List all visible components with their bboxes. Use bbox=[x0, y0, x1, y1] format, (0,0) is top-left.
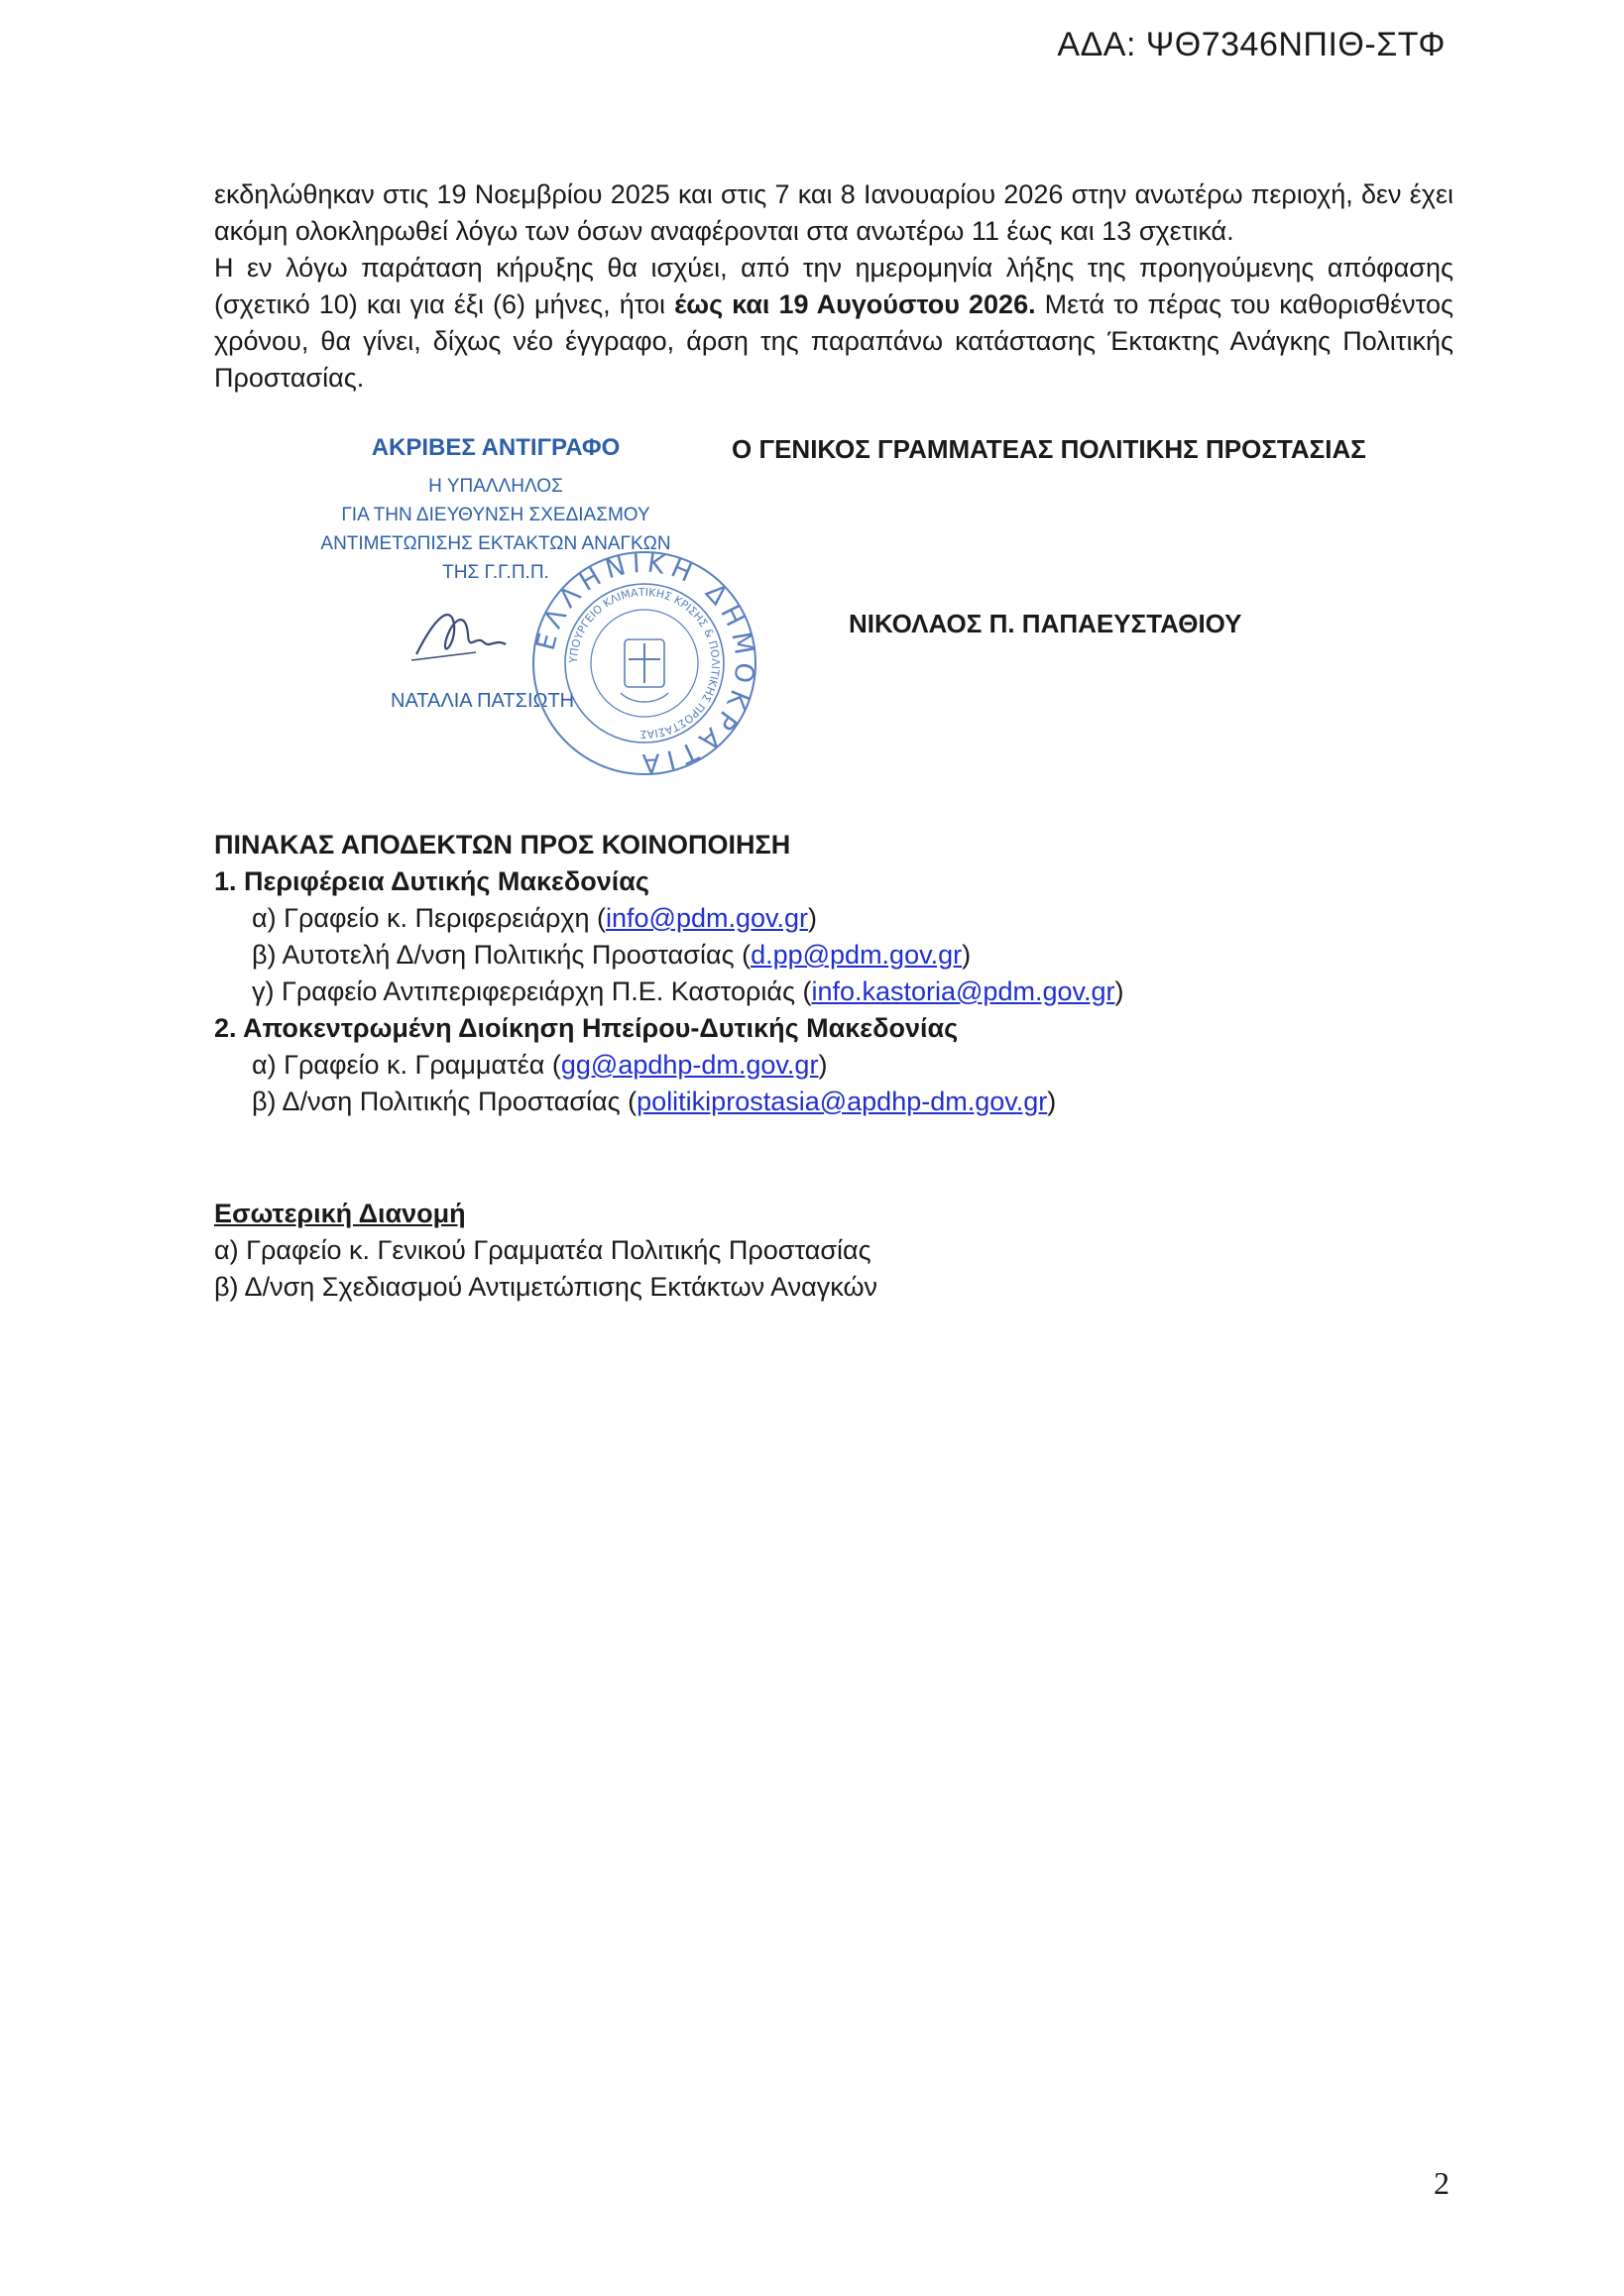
document-body bbox=[214, 176, 1453, 397]
email-link[interactable]: info.kastoria@pdm.gov.gr bbox=[811, 976, 1115, 1006]
email-link[interactable]: politikiprostasia@apdhp-dm.gov.gr bbox=[637, 1087, 1048, 1116]
signatory-title: Ο ΓΕΝΙΚΟΣ ΓΡΑΜΜΑΤΕΑΣ ΠΟΛΙΤΙΚΗΣ ΠΡΟΣΤΑΣΙΑΣ bbox=[732, 434, 1366, 464]
page-number: 2 bbox=[1434, 2165, 1450, 2201]
seal-inner-text: ΥΠΟΥΡΓΕΙΟ ΚΛΙΜΑΤΙΚΗΣ ΚΡΙΣΗΣ & ΠΟΛΙΤΙΚΗΣ ΠΡΟΣΤΑΣΙΑΣ bbox=[566, 585, 723, 742]
email-link[interactable]: info@pdm.gov.gr bbox=[606, 903, 809, 933]
seal-outer-text: ΕΛΛΗΝΙΚΗ ΔΗΜΟΚΡΑΤΙΑ bbox=[530, 548, 759, 778]
handwritten-signature bbox=[406, 595, 525, 674]
recipient-item: α) Γραφείο κ. Γραμματέα (gg@apdhp-dm.gov.gr) bbox=[252, 1050, 828, 1080]
internal-item: α) Γραφείο κ. Γενικού Γραμματέα Πολιτικής Προστασίας bbox=[214, 1235, 871, 1265]
signatory-name: ΝΙΚΟΛΑΟΣ Π. ΠΑΠΑΕΥΣΤΑΘΙΟΥ bbox=[849, 609, 1242, 638]
stamp-line: ΑΝΤΙΜΕΤΩΠΙΣΗΣ ΕΚΤΑΚΤΩΝ ΑΝΑΓΚΩΝ bbox=[320, 533, 671, 554]
stamp-line: ΤΗΣ Γ.Γ.Π.Π. bbox=[442, 562, 549, 583]
internal-heading: Εσωτερική Διανομή bbox=[214, 1199, 466, 1228]
recipient-item: γ) Γραφείο Αντιπεριφερειάρχη Π.Ε. Καστοριάς (info.kastoria@pdm.gov.gr) bbox=[252, 976, 1124, 1006]
recipients-list bbox=[214, 827, 1124, 1120]
recipient-group-title: 2. Αποκεντρωμένη Διοίκηση Ηπείρου-Δυτικής Μακεδονίας bbox=[214, 1013, 959, 1043]
email-link[interactable]: gg@apdhp-dm.gov.gr bbox=[560, 1050, 819, 1080]
recipient-group-title: 1. Περιφέρεια Δυτικής Μακεδονίας bbox=[214, 866, 649, 896]
paragraph-2-end: Μετά το πέρας του καθορισθέντος χρόνου, θα γίνει, δίχως νέο έγγραφο, άρση της παραπάνω κατάστασης Έκτακτης Ανάγκης Πολιτικής Προστασίας. bbox=[214, 289, 1453, 393]
body-paragraph-1: εκδηλώθηκαν στις 19 Νοεμβρίου 2025 και στις 7 και 8 Ιανουαρίου 2026 στην ανωτέρω περιοχή, δεν έχει ακόμη ολοκληρωθεί λόγω των όσων αναφέρονται στα ανωτέρω 11 έως και 13 σχετικά. bbox=[214, 179, 1453, 246]
recipient-item: α) Γραφείο κ. Περιφερειάρχη (info@pdm.gov.gr) bbox=[252, 903, 818, 933]
recipients-heading: ΠΙΝΑΚΑΣ ΑΠΟΔΕΚΤΩΝ ΠΡΟΣ ΚΟΙΝΟΠΟΙΗΣΗ bbox=[214, 830, 791, 860]
internal-distribution bbox=[214, 1196, 877, 1306]
stamp-line: Η ΥΠΑΛΛΗΛΟΣ bbox=[428, 476, 563, 497]
internal-item: β) Δ/νση Σχεδιασμού Αντιμετώπισης Εκτάκτων Αναγκών bbox=[214, 1272, 878, 1302]
stamp-employee-name: ΝΑΤΑΛΙΑ ΠΑΤΣΙΩΤΗ bbox=[391, 690, 575, 712]
paragraph-2-deadline: έως και 19 Αυγούστου 2026. bbox=[674, 289, 1036, 319]
recipient-item: β) Δ/νση Πολιτικής Προστασίας (politikiprostasia@apdhp-dm.gov.gr) bbox=[252, 1087, 1057, 1116]
stamp-title: ΑΚΡΙΒΕΣ ΑΝΤΙΓΡΑΦΟ bbox=[371, 434, 621, 461]
official-seal bbox=[529, 548, 759, 778]
body-paragraph-2 bbox=[214, 250, 1453, 397]
recipient-item: β) Αυτοτελή Δ/νση Πολιτικής Προστασίας (d.pp@pdm.gov.gr) bbox=[252, 940, 972, 970]
paragraph-2-start: Η εν λόγω παράταση κήρυξης θα ισχύει, από την ημερομηνία λήξης της προηγούμενης απόφασης (σχετικό 10) και για έξι (6) μήνες, ήτοι bbox=[214, 253, 1453, 319]
stamp-line: ΓΙΑ ΤΗΝ ΔΙΕΥΘΥΝΣΗ ΣΧΕΔΙΑΣΜΟΥ bbox=[341, 505, 650, 525]
ada-code: ΑΔΑ: ΨΘ7346ΝΠΙΘ-ΣΤΦ bbox=[1057, 26, 1446, 63]
email-link[interactable]: d.pp@pdm.gov.gr bbox=[751, 940, 963, 970]
